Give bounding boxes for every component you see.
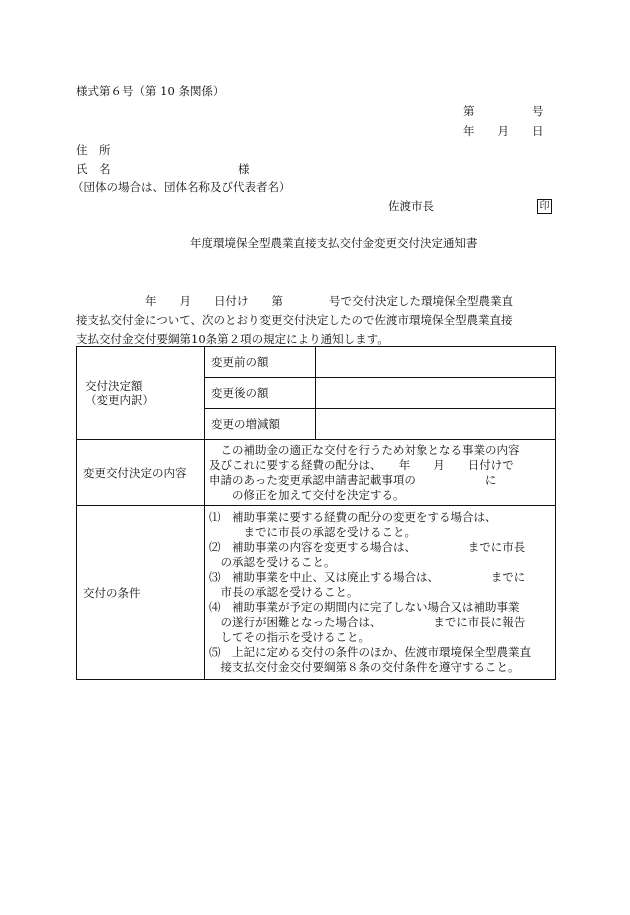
body-text <box>76 273 513 349</box>
condition-line: 市長の承認を受けること。 <box>209 585 359 599</box>
content-line: この補助金の適正な交付を行うため対象となる事業の内容 <box>209 442 520 457</box>
before-amount-value <box>316 347 556 378</box>
seal-mark <box>533 198 552 214</box>
content-label: 変更交付決定の内容 <box>77 440 205 506</box>
content-line: 及びこれに要する経費の配分は、 年 月 日付けで <box>209 457 514 472</box>
content-line: の修正を加えて交付を決定する。 <box>209 487 405 502</box>
condition-line: ⑶ 補助事業を中止、又は廃止する場合は、 までに <box>209 570 526 584</box>
body-line: 年 月 日付け 第 号で交付決定した環境保全型農業直 <box>76 294 513 308</box>
conditions-text <box>205 506 556 680</box>
conditions-label: 交付の条件 <box>77 506 205 680</box>
before-amount-label: 変更前の額 <box>205 347 316 378</box>
condition-line: ⑷ 補助事業が予定の期間内に完了しない場合又は補助事業 <box>209 600 520 614</box>
name-label: 氏 名 <box>76 162 111 176</box>
content-text <box>205 440 556 506</box>
document-number: 第 号 <box>463 104 544 118</box>
body-line: 支払交付金交付要綱第10条第２項の規定により通知します。 <box>76 332 389 346</box>
amount-label: 交付決定額 （変更内訳） <box>77 347 205 440</box>
body-line: 接支払交付金について、次のとおり変更交付決定したので佐渡市環境保全型農業直接 <box>76 313 513 327</box>
content-line: 申請のあった変更承認申請書記載事項の に <box>209 472 497 487</box>
condition-line: ⑵ 補助事業の内容を変更する場合は、 までに市長 <box>209 540 526 554</box>
condition-line: 接支払交付金交付要綱第８条の交付条件を遵守すること。 <box>209 660 520 674</box>
after-amount-value <box>316 378 556 409</box>
decision-table <box>76 346 556 680</box>
diff-amount-label: 変更の増減額 <box>205 409 316 440</box>
condition-line: ⑴ 補助事業に要する経費の配分の変更をする場合は、 <box>209 510 497 524</box>
document-title: 年度環境保全型農業直接支払交付金変更交付決定通知書 <box>190 236 478 250</box>
condition-line: の承認を受けること。 <box>209 555 336 569</box>
issuer-name: 佐渡市長 <box>388 199 434 213</box>
condition-line: の遂行が困難となった場合は、 までに市長に報告 <box>209 615 526 629</box>
name-suffix: 様 <box>238 162 250 176</box>
form-number: 様式第６号（第 10 条関係） <box>76 84 225 98</box>
diff-amount-value <box>316 409 556 440</box>
condition-line: までに市長の承認を受けること。 <box>209 525 416 539</box>
seal-icon: 印 <box>537 199 552 214</box>
after-amount-label: 変更後の額 <box>205 378 316 409</box>
condition-line: してその指示を受けること。 <box>209 630 370 644</box>
address-label: 住 所 <box>76 143 111 157</box>
document-date: 年 月 日 <box>463 124 544 138</box>
organization-note: （団体の場合は、団体名称及び代表者名） <box>72 180 291 194</box>
condition-line: ⑸ 上記に定める交付の条件のほか、佐渡市環境保全型農業直 <box>209 645 531 659</box>
